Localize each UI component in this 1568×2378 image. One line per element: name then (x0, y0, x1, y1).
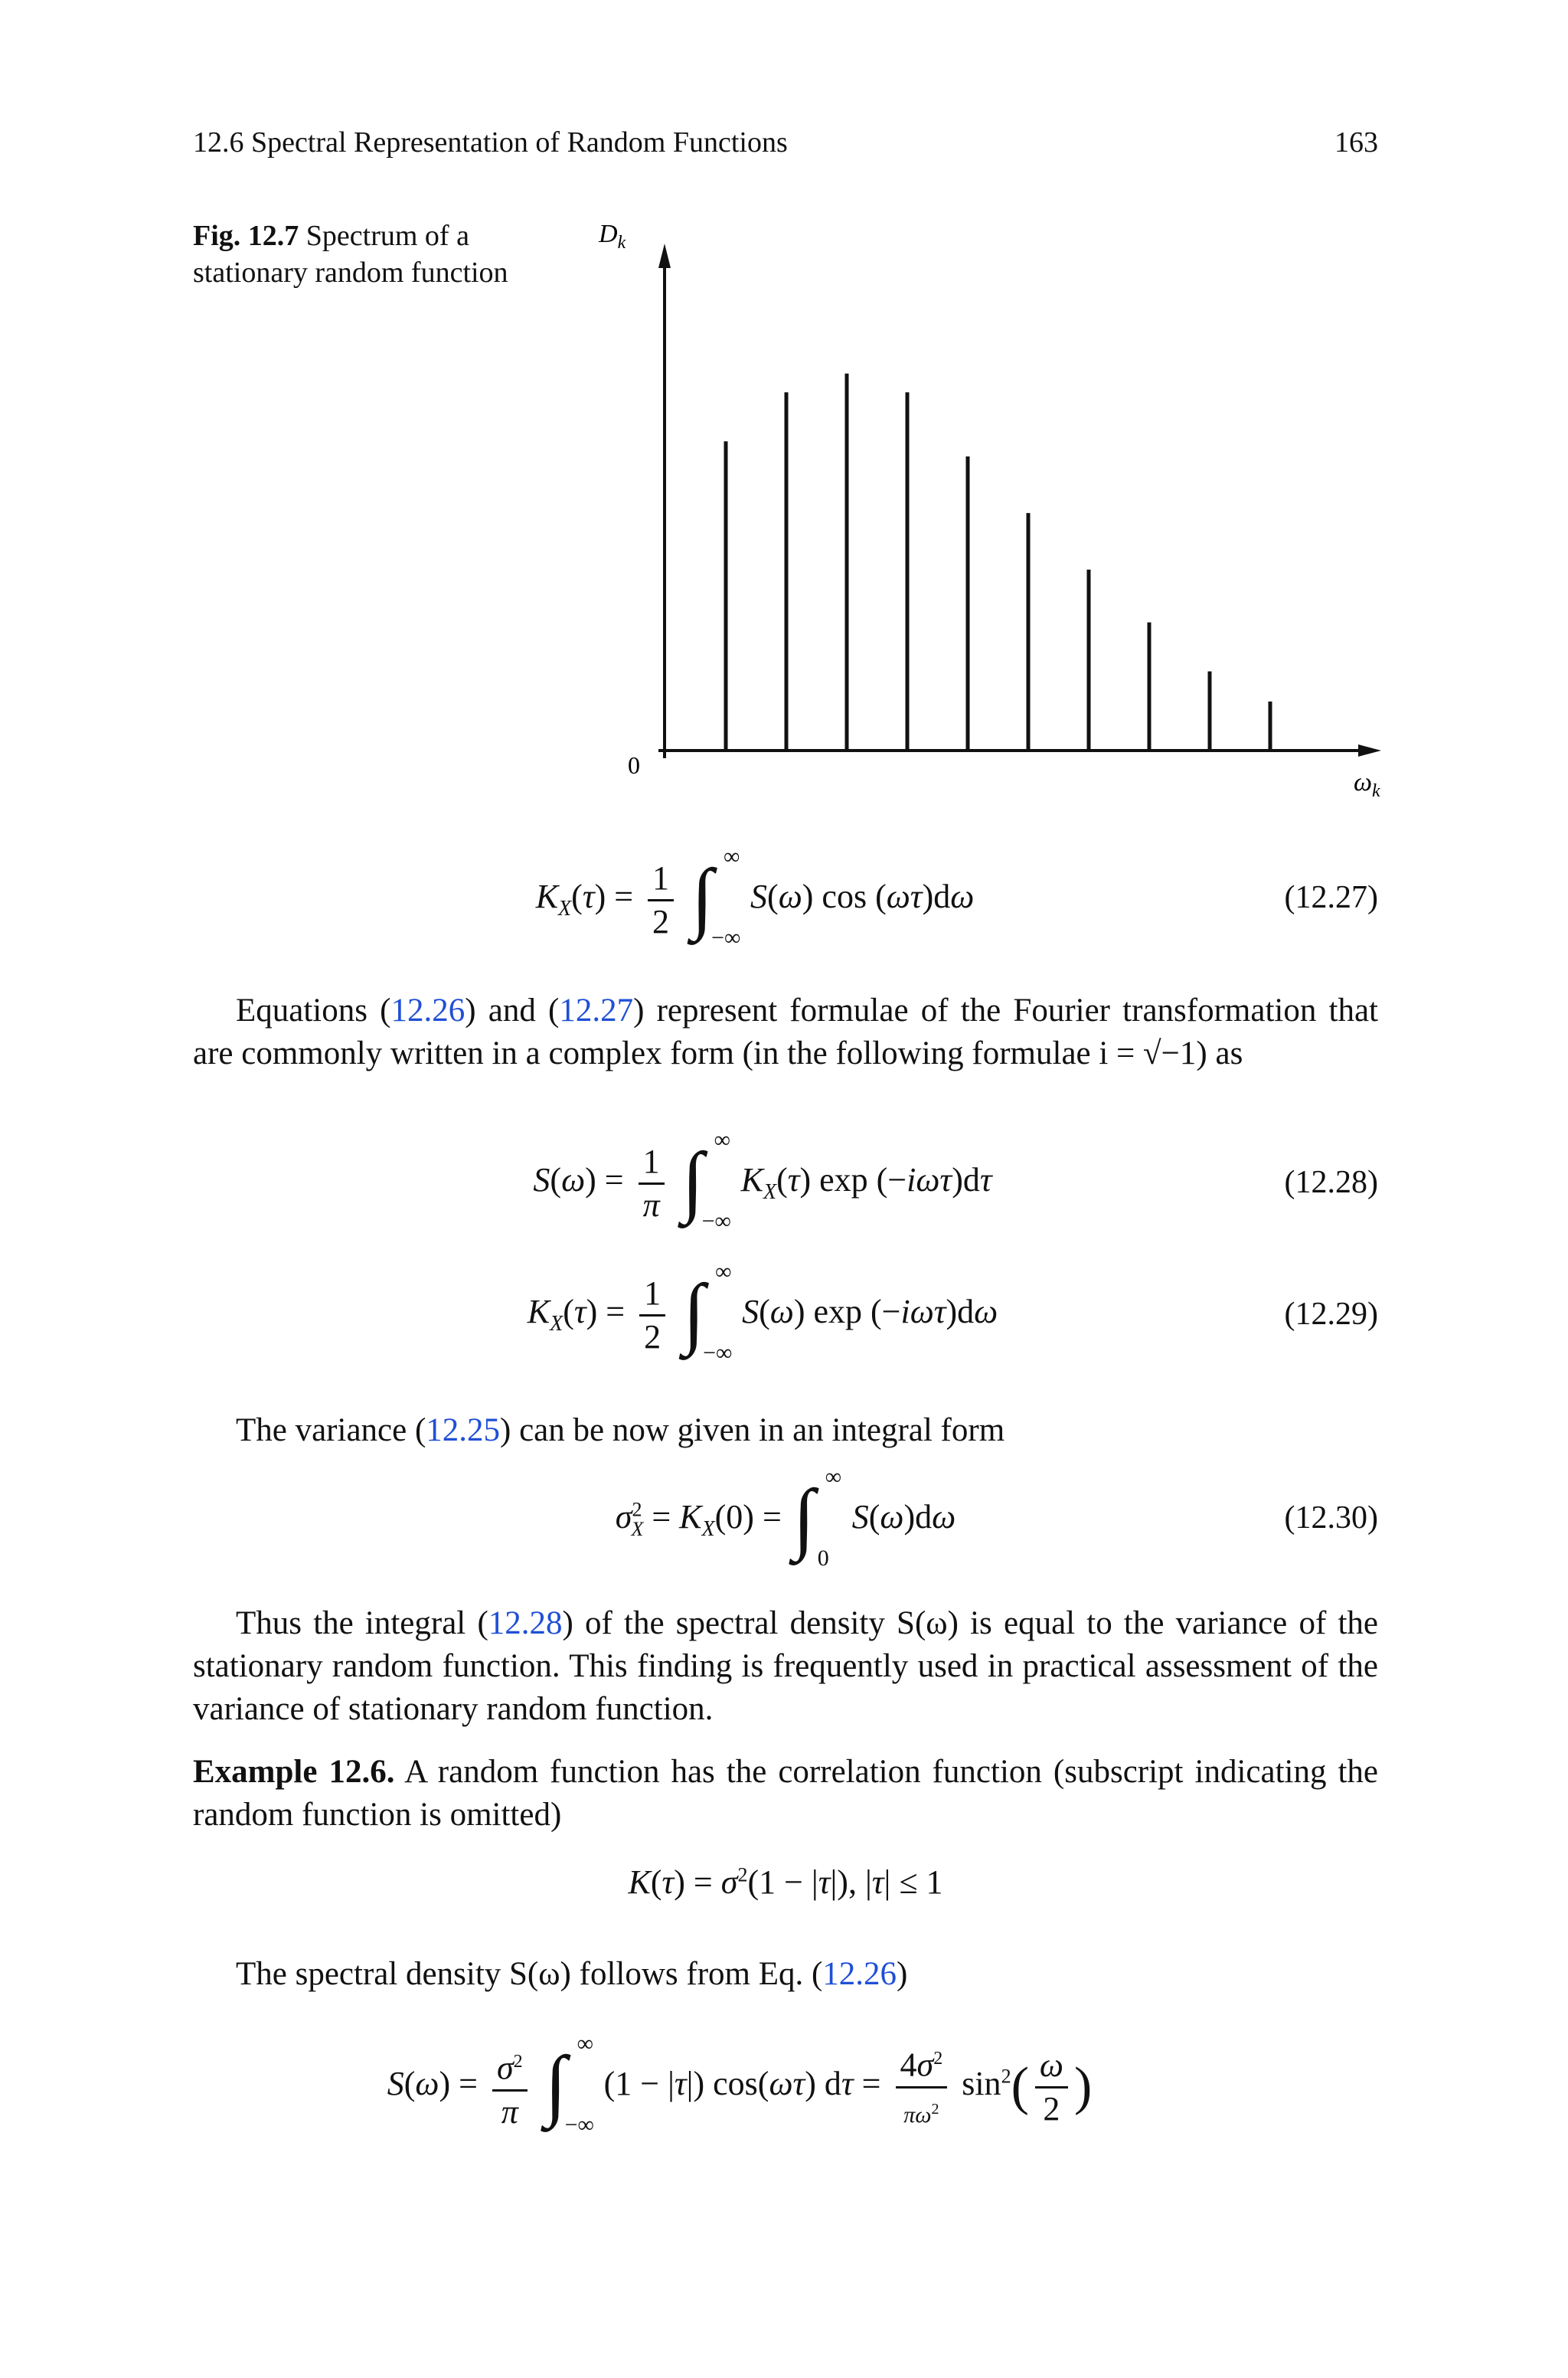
page-number: 163 (1334, 126, 1378, 159)
ref-12-28[interactable]: 12.28 (488, 1605, 563, 1641)
example-label: Example 12.6. (193, 1754, 395, 1790)
paragraph-variance: The variance (12.25) can be now given in an integral form (236, 1412, 1005, 1448)
x-axis-arrow (1358, 744, 1381, 757)
paragraph-spectral-density: The spectral density S(ω) follows from Eq. (12.26) (236, 1956, 908, 1992)
y-axis-label: $D_k$ (599, 220, 626, 253)
spectrum-chart (582, 214, 1386, 812)
y-axis-arrow (658, 244, 671, 268)
figure-caption-text: Spectrum of a stationary random function (193, 220, 508, 289)
paragraph-fourier: Equations (12.26) and (12.27) represent formulae of the Fourier transformation that are commonly written in a complex form (in the following formulae i = √−1) as (193, 993, 1378, 1071)
example-12-6: Example 12.6. A random function has the correlation function (subscript indicating the random function is omitted) (193, 1754, 1379, 1833)
origin-label: 0 (628, 751, 640, 779)
figure-caption (193, 218, 545, 291)
equation-12-28: S(ω) = $\frac{1}{\pi}$ ∫ ∞ −∞ $K_X(\tau)$ exp (−iωτ)dτ (12.28) (533, 1127, 1378, 1234)
equation-12-27: $K_X(\tau)$ = $\frac{1}{2}$ ∫ ∞ −∞ S(ω) cos (ωτ)dω (12.27) (535, 844, 1378, 950)
equation-correlation: $K(\tau) = \sigma^2(1 - |\tau|)$, |τ| ≤ 1 (628, 1863, 943, 1901)
spectrum-lines (726, 374, 1270, 751)
equation-12-30: $\sigma^2_X = K_X(0)$ = ∫ ∞ 0 S(ω)dω (12.30) (615, 1464, 1378, 1571)
equation-12-29: $K_X(\tau)$ = $\frac{1}{2}$ ∫ ∞ −∞ S(ω) exp (−iωτ)dω (12.29) (527, 1259, 1378, 1366)
ref-12-25[interactable]: 12.25 (426, 1412, 501, 1448)
equation-number: (12.30) (1284, 1500, 1378, 1536)
equation-spectral-result: S(ω) = $\frac{\sigma^2}{\pi}$ ∫ ∞ −∞ (1 − |τ|) cos(ωτ) dτ = $\frac{4\sigma^2}{\pi\omega^2}$ $\sin^2$( $\frac{\omega}{2}$ ) (387, 2031, 1093, 2138)
equation-number: (12.28) (1284, 1165, 1378, 1200)
equation-number: (12.29) (1284, 1297, 1378, 1332)
figure-caption-label: Fig. 12.7 (193, 220, 299, 252)
equation-number: (12.27) (1284, 880, 1378, 915)
paragraph-integral: Thus the integral (12.28) of the spectral density S(ω) is equal to the variance of the stationary random function. This finding is frequently used in practical assessment of the variance of stationary random function. (193, 1605, 1378, 1727)
ref-12-26-b[interactable]: 12.26 (822, 1956, 897, 1992)
x-axis-label: $\omega_k$ (1354, 768, 1380, 801)
header-section-title: 12.6 Spectral Representation of Random Functions (193, 126, 788, 159)
ref-12-26[interactable]: 12.26 (390, 993, 466, 1029)
ref-12-27[interactable]: 12.27 (559, 993, 634, 1029)
